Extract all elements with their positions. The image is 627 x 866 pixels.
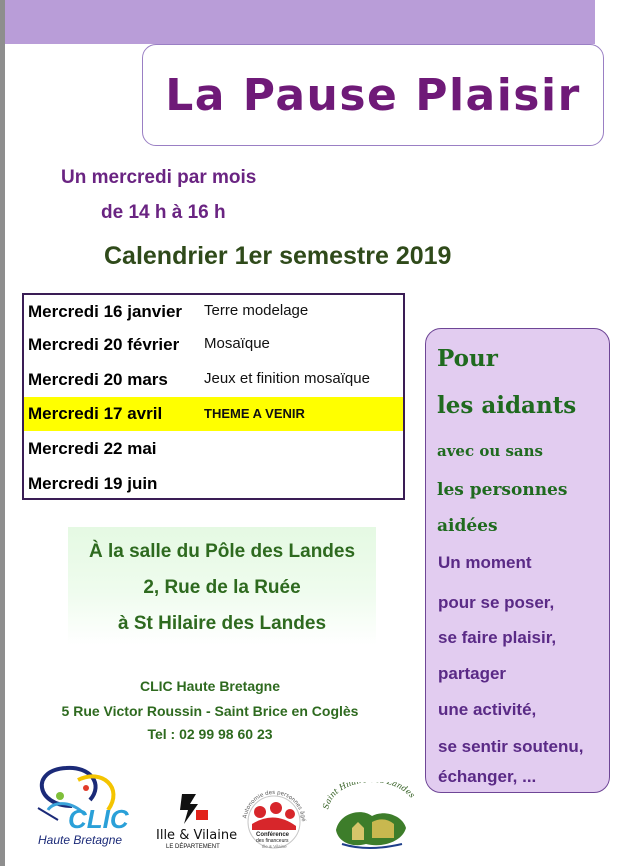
conference-logo-line2: des financeurs [256,838,289,844]
side-card [425,328,610,793]
row-date: Mercredi 20 mars [28,370,168,389]
conference-logo-line3: Ille & Vilaine [262,844,287,849]
svg-text:Saint Hilaire des Landes [322,782,417,810]
table-row [24,432,403,466]
card-line: les personnes [437,480,568,500]
conference-logo [238,782,310,854]
row-date: Mercredi 19 juin [28,474,158,493]
card-line: pour se poser, [438,593,555,612]
card-line: échanger, ... [438,767,537,786]
row-activity: Terre modelage [204,302,309,319]
contact-phone: Tel : 02 99 98 60 23 [147,726,273,742]
ille-vilaine-logo [152,792,238,854]
title-box [142,44,604,146]
row-date: Mercredi 22 mai [28,439,157,458]
row-date: Mercredi 20 février [28,335,180,354]
card-line: Un moment [438,553,532,572]
card-line: les aidants [437,392,577,419]
clic-logo-word: CLIC [68,804,129,834]
card-line: aidées [437,516,498,536]
ille-vilaine-sub: LE DÉPARTEMENT [166,844,220,850]
row-date: Mercredi 17 avril [28,404,163,423]
conference-logo-arc: Autonomie des personnes âgé [242,789,307,822]
clic-logo-sub: Haute Bretagne [38,833,123,847]
contact-org: CLIC Haute Bretagne [139,678,281,694]
table-row [24,467,403,501]
calendar-table [22,293,405,500]
ille-vilaine-name: Ille & Vilaine [156,828,238,843]
contact-street: 5 Rue Victor Roussin - Saint Brice en Coglès [61,703,359,719]
card-line: Pour [437,345,498,372]
calendar-title: Calendrier 1er semestre 2019 [104,242,452,270]
row-activity: THEME A VENIR [204,406,305,421]
st-hilaire-logo-arc: Saint Hila andes [322,782,417,811]
table-row [24,328,403,362]
schedule-hours: de 14 h à 16 h [101,202,226,223]
card-line: avec ou sans [437,442,543,460]
conference-logo-art [238,782,310,854]
card-line: se faire plaisir, [438,628,557,647]
st-hilaire-logo [322,782,420,854]
address-box [68,527,376,645]
row-date: Mercredi 16 janvier [28,302,183,321]
page-title: La Pause Plaisir [165,69,581,121]
card-line: partager [438,664,507,683]
svg-text:Autonomie des personnes âgées [238,782,307,822]
row-activity: Mosaïque [204,335,270,352]
card-line: une activité, [438,700,537,719]
conference-logo-line1: Conférence [256,832,290,838]
top-band [5,0,595,44]
ille-vilaine-logo-art [152,792,234,828]
table-row [24,363,403,397]
address-venue: À la salle du Pôle des Landes [88,541,356,562]
address-street: 2, Rue de la Ruée [143,577,301,598]
card-line: se sentir soutenu, [438,737,584,756]
row-activity: Jeux et finition mosaïque [204,370,370,387]
address-town: à St Hilaire des Landes [117,613,327,634]
table-row [24,295,403,329]
st-hilaire-logo-art [322,782,420,854]
schedule-frequency: Un mercredi par mois [61,167,257,188]
clic-logo [28,760,136,852]
table-row-highlighted [24,397,403,431]
